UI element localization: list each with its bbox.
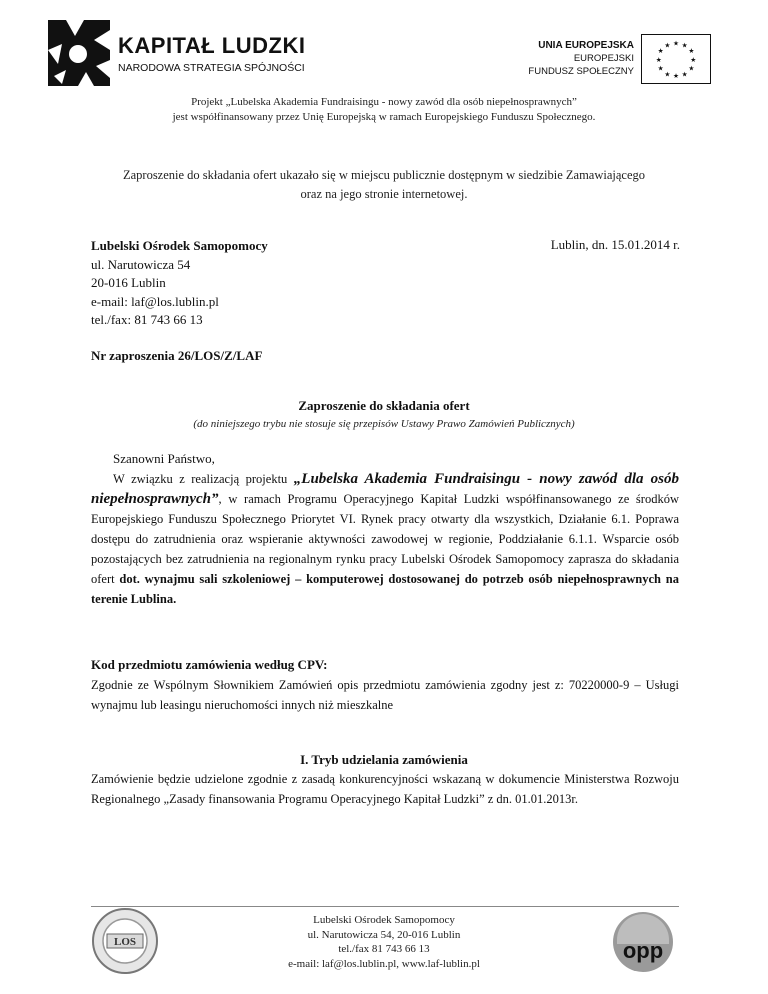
svg-text:★: ★ — [657, 47, 664, 56]
footer-line-2: ul. Narutowicza 54, 20-016 Lublin — [307, 928, 461, 941]
greeting: Szanowni Państwo, — [113, 451, 215, 466]
svg-text:★: ★ — [690, 55, 697, 64]
kapital-ludzki-subtitle: NARODOWA STRATEGIA SPÓJNOŚCI — [118, 62, 305, 74]
opp-logo — [611, 910, 675, 974]
body-paragraph — [91, 469, 679, 609]
sender-street: ul. Narutowicza 54 — [91, 256, 191, 272]
sender-city: 20-016 Lublin — [91, 275, 166, 291]
cpv-text: Zgodnie ze Wspólnym Słownikiem Zamówień opis przedmiotu zamówienia zgodny jest z: 70220000-9 – Usługi wynajmu lub leasingu nieruchomości innych niż mieszkalne — [91, 678, 679, 712]
svg-text:★: ★ — [664, 41, 671, 50]
svg-text:★: ★ — [672, 72, 680, 81]
kapital-ludzki-title: KAPITAŁ LUDZKI — [118, 33, 306, 58]
notice-line-2: oraz na jego stronie internetowej. — [300, 187, 468, 201]
footer-line-3: tel./fax 81 743 66 13 — [338, 943, 430, 955]
invitation-number: Nr zaproszenia 26/LOS/Z/LAF — [91, 348, 263, 363]
project-line-1: Projekt „Lubelska Akademia Fundraisingu - nowy zawód dla osób niepełnosprawnych” — [191, 96, 577, 108]
section-1-heading: I. Tryb udzielania zamówienia — [300, 752, 468, 767]
footer-line-1: Lubelski Ośrodek Samopomocy — [313, 914, 455, 926]
kapital-ludzki-logo — [48, 20, 110, 86]
svg-text:★: ★ — [657, 64, 664, 73]
body-subject: dot. wynajmu sali szkoleniowej – komputerowej dostosowanej do potrzeb osób niepełnosprawnych na terenie Lublina. — [91, 572, 679, 606]
notice-line-1: Zaproszenie do składania ofert ukazało się w miejscu publicznie dostępnym w siedzibie Zamawiającego — [122, 168, 646, 182]
svg-text:★: ★ — [672, 39, 680, 48]
section-1-text: Zamówienie będzie udzielone zgodnie z zasadą konkurencyjności wskazaną w dokumencie Ministerstwa Rozwoju Regionalnego „Zasady finansowania Programu Operacyjnego Kapitał Ludzki” z dn. 01.01.2013r. — [91, 772, 679, 806]
body-middle: , w ramach Programu Operacyjnego Kapitał Ludzki współfinansowanego ze środków Europejskiego Funduszu Społecznego Priorytet VI. Rynek pracy otwarty dla wszystkich, Działanie 6.1. Poprawa dostępu do zatrudnienia oraz wspieranie aktywności zawodowej w regionie, Poddziałanie 6.1.1. Wsparcie osób pozostających bez zatrudnienia na regionalnym rynku pracy Lubelski Ośrodek Samopomocy zaprasza do składania ofert — [91, 492, 679, 586]
document-date: Lublin, dn. 15.01.2014 r. — [550, 237, 680, 252]
sender-name: Lubelski Ośrodek Samopomocy — [91, 238, 268, 253]
svg-text:★: ★ — [681, 70, 688, 79]
ue-label: UNIA EUROPEJSKA — [538, 40, 634, 51]
cpv-heading: Kod przedmiotu zamówienia według CPV: — [91, 657, 328, 672]
document-title: Zaproszenie do składania ofert — [298, 398, 470, 413]
sender-address — [91, 237, 268, 330]
body-intro: W związku z realizacją projektu — [113, 472, 294, 486]
project-line-2: jest współfinansowany przez Unię Europejską w ramach Europejskiego Funduszu Społecznego. — [172, 111, 596, 123]
svg-text:★: ★ — [664, 70, 671, 79]
publication-notice — [84, 166, 684, 204]
sender-email: e-mail: laf@los.lublin.pl — [91, 293, 219, 309]
project-name: „Lubelska Akademia Fundraisingu - nowy zawód dla osób niepełnosprawnych” — [91, 471, 680, 507]
efs-label-line1: EUROPEJSKI — [573, 53, 634, 64]
footer-line-4: e-mail: laf@los.lublin.pl, www.laf-lublin.pl — [288, 957, 480, 970]
los-logo-text: LOS — [113, 936, 137, 948]
efs-label-line2: FUNDUSZ SPOŁECZNY — [528, 66, 634, 77]
eu-flag-icon — [641, 34, 711, 84]
sender-phone: tel./fax: 81 743 66 13 — [91, 312, 203, 328]
document-subtitle: (do niniejszego trybu nie stosuje się przepisów Ustawy Prawo Zamówień Publicznych) — [193, 418, 575, 430]
svg-text:★: ★ — [688, 64, 695, 73]
svg-text:★: ★ — [655, 55, 662, 64]
svg-text:★: ★ — [688, 47, 695, 56]
footer-divider — [91, 906, 679, 907]
svg-text:★: ★ — [681, 41, 688, 50]
opp-logo-text: opp — [622, 938, 664, 963]
